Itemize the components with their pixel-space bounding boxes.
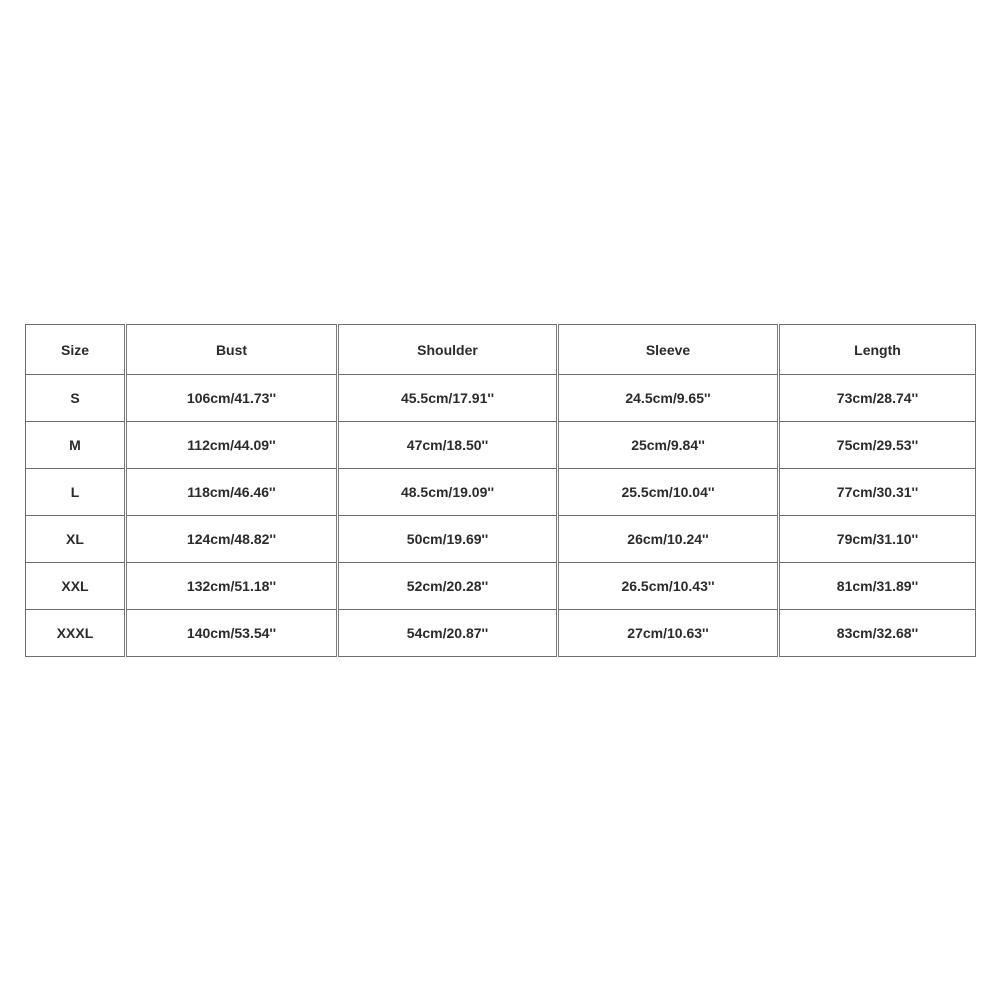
size-cell: M (26, 422, 126, 469)
table-row (26, 610, 976, 657)
table-row (26, 422, 976, 469)
size-cell: XXXL (26, 610, 126, 657)
length-cell: 81cm/31.89'' (779, 563, 976, 610)
size-chart-table (25, 324, 976, 657)
shoulder-cell: 54cm/20.87'' (338, 610, 558, 657)
length-cell: 79cm/31.10'' (779, 516, 976, 563)
shoulder-cell: 48.5cm/19.09'' (338, 469, 558, 516)
shoulder-cell: 47cm/18.50'' (338, 422, 558, 469)
table-row (26, 563, 976, 610)
header-bust: Bust (126, 325, 338, 375)
sleeve-cell: 26.5cm/10.43'' (558, 563, 779, 610)
bust-cell: 112cm/44.09'' (126, 422, 338, 469)
size-cell: S (26, 375, 126, 422)
table-row (26, 516, 976, 563)
sleeve-cell: 27cm/10.63'' (558, 610, 779, 657)
shoulder-cell: 45.5cm/17.91'' (338, 375, 558, 422)
shoulder-cell: 50cm/19.69'' (338, 516, 558, 563)
sleeve-cell: 25cm/9.84'' (558, 422, 779, 469)
table-row (26, 469, 976, 516)
header-size: Size (26, 325, 126, 375)
length-cell: 73cm/28.74'' (779, 375, 976, 422)
size-cell: L (26, 469, 126, 516)
bust-cell: 124cm/48.82'' (126, 516, 338, 563)
size-cell: XXL (26, 563, 126, 610)
sleeve-cell: 25.5cm/10.04'' (558, 469, 779, 516)
bust-cell: 132cm/51.18'' (126, 563, 338, 610)
bust-cell: 106cm/41.73'' (126, 375, 338, 422)
bust-cell: 140cm/53.54'' (126, 610, 338, 657)
shoulder-cell: 52cm/20.28'' (338, 563, 558, 610)
table-row (26, 375, 976, 422)
header-shoulder: Shoulder (338, 325, 558, 375)
bust-cell: 118cm/46.46'' (126, 469, 338, 516)
length-cell: 75cm/29.53'' (779, 422, 976, 469)
sleeve-cell: 26cm/10.24'' (558, 516, 779, 563)
sleeve-cell: 24.5cm/9.65'' (558, 375, 779, 422)
header-row (26, 325, 976, 375)
header-length: Length (779, 325, 976, 375)
size-cell: XL (26, 516, 126, 563)
header-sleeve: Sleeve (558, 325, 779, 375)
length-cell: 83cm/32.68'' (779, 610, 976, 657)
length-cell: 77cm/30.31'' (779, 469, 976, 516)
